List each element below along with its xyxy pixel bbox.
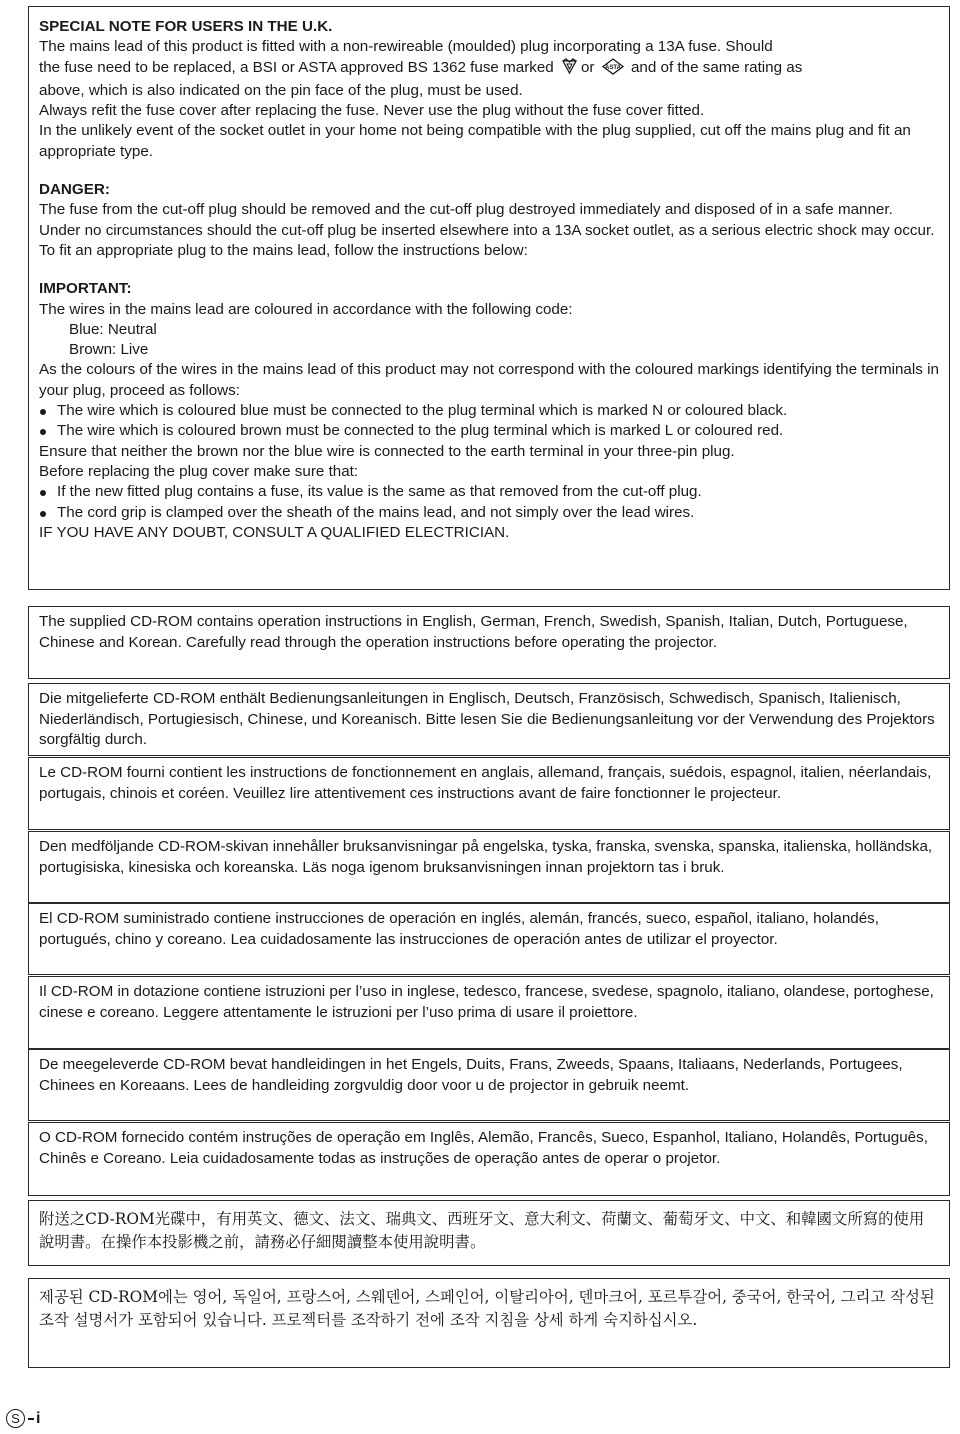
wire-code-brown: Brown: Live: [69, 341, 149, 359]
asta-mark-icon: [602, 58, 624, 81]
cdrom-note-portuguese: O CD-ROM fornecido contém instruções de operação em Inglês, Alemão, Francês, Sueco, Espanhol, Italiano, Holandês, Português, Chinês e Coreano. Leia cuidadosamente todas as instruções de operação antes de operar o projetor.: [28, 1122, 950, 1196]
danger-heading: DANGER:: [39, 181, 110, 199]
uk-para1-line1: The mains lead of this product is fitted with a non-rewireable (moulded) plug incorporating a 13A fuse. Should: [39, 38, 773, 56]
uk-notice-title: SPECIAL NOTE FOR USERS IN THE U.K.: [39, 18, 333, 35]
uk-para3: In the unlikely event of the socket outlet in your home not being compatible with the plug supplied, cut off the mains plug and fit an appropriate type.: [39, 122, 911, 160]
language-badge: S: [6, 1409, 25, 1428]
wire-code-blue: Blue: Neutral: [69, 320, 157, 338]
uk-para1-or: or: [580, 58, 595, 76]
page-dash: [28, 1418, 34, 1420]
bullet-cord-grip: The cord grip is clamped over the sheath of the mains lead, and not simply over the lead wires.: [39, 503, 939, 523]
cdrom-note-french: Le CD-ROM fourni contient les instructions de fonctionnement en anglais, allemand, français, suédois, espagnol, italien, néerlandais, portugais, chinois et coréen. Veuillez lire attentivement ces instructions avant de faire fonctionner le projecteur.: [28, 757, 950, 830]
important-intro: The wires in the mains lead are coloured in accordance with the following code:: [39, 300, 573, 318]
bullet-fuse-value: If the new fitted plug contains a fuse, its value is the same as that removed from the cut-off plug.: [39, 482, 939, 502]
cdrom-note-chinese: 附送之CD-ROM光碟中，有用英文、德文、法文、瑞典文、西班牙文、意大利文、荷蘭文、葡萄牙文、中文、和韓國文所寫的使用說明書。在操作本投影機之前，請務必仔細閱讀整本使用說明書。: [28, 1200, 950, 1266]
important-para3: Ensure that neither the brown nor the blue wire is connected to the earth terminal in your three-pin plug.: [39, 442, 735, 460]
uk-para1-line2: [39, 58, 939, 81]
uk-para1-line3: above, which is also indicated on the pin face of the plug, must be used.: [39, 81, 523, 99]
cdrom-note-swedish: Den medföljande CD-ROM-skivan innehåller bruksanvisningar på engelska, tyska, franska, svenska, spanska, italienska, holländska, portugisiska, kinesiska och koreanska. Läs noga igenom bruksanvisningen innan projektorn tas i bruk.: [28, 831, 950, 903]
important-final: IF YOU HAVE ANY DOUBT, CONSULT A QUALIFIED ELECTRICIAN.: [39, 523, 510, 541]
bullet-brown-wire: The wire which is coloured brown must be connected to the plug terminal which is marked L or coloured red.: [39, 421, 939, 441]
uk-para1-line2b: and of the same rating as: [630, 58, 803, 76]
important-heading: IMPORTANT:: [39, 280, 132, 298]
cdrom-note-korean: 제공된 CD-ROM에는 영어, 독일어, 프랑스어, 스웨덴어, 스페인어, 이탈리아어, 덴마크어, 포르투갈어, 중국어, 한국어, 그리고 작성된 조작 설명서가 포함되어 있습니다. 프로젝터를 조작하기 전에 조작 지침을 상세 하게 숙지하십시오.: [28, 1278, 950, 1368]
bullet-blue-wire: The wire which is coloured blue must be connected to the plug terminal which is marked N or coloured black.: [39, 401, 939, 421]
danger-para2: Under no circumstances should the cut-off plug be inserted elsewhere into a 13A socket outlet, as a serious electric shock may occur.: [39, 221, 935, 239]
svg-text:ASTA: ASTA: [604, 64, 621, 71]
cdrom-note-english: The supplied CD-ROM contains operation instructions in English, German, French, Swedish, Spanish, Italian, Dutch, Portuguese, Chinese and Korean. Carefully read through the operation instructions before operating the projector.: [28, 606, 950, 679]
uk-para1-line2a: the fuse need to be replaced, a BSI or ASTA approved BS 1362 fuse marked: [39, 58, 554, 76]
cdrom-note-spanish: El CD-ROM suministrado contiene instrucciones de operación en inglés, alemán, francés, sueco, español, italiano, holandés, portugués, chino y coreano. Lea cuidadosamente las instrucciones de operación antes de utilizar el proyector.: [28, 903, 950, 975]
important-para2: As the colours of the wires in the mains lead of this product may not correspond with the coloured markings identifying the terminals in your plug, proceed as follows:: [39, 361, 939, 399]
important-para4: Before replacing the plug cover make sure that:: [39, 462, 359, 480]
cdrom-note-dutch: De meegeleverde CD-ROM bevat handleidingen in het Engels, Duits, Frans, Zweeds, Spaans, Italiaans, Nederlands, Portugees, Chinees en Koreaans. Lees de handleiding zorgvuldig door voor u de projector in gebruik neemt.: [28, 1049, 950, 1121]
danger-para1: The fuse from the cut-off plug should be removed and the cut-off plug destroyed immediately and disposed of in a safe manner.: [39, 201, 893, 219]
uk-safety-notice: [28, 6, 950, 590]
cdrom-note-german: Die mitgelieferte CD-ROM enthält Bedienungsanleitungen in Englisch, Deutsch, Französisch, Schwedisch, Spanisch, Italienisch, Niederländisch, Portugiesisch, Chinese, und Koreanisch. Bitte lesen Sie die Bedienungsanleitung vor der Verwendung des Projektors sorgfältig durch.: [28, 683, 950, 756]
page-number: [6, 1409, 40, 1428]
danger-para3: To fit an appropriate plug to the mains lead, follow the instructions below:: [39, 241, 528, 259]
uk-para2: Always refit the fuse cover after replacing the fuse. Never use the plug without the fuse cover fitted.: [39, 102, 705, 120]
bsi-kitemark-icon: [561, 58, 578, 81]
cdrom-note-italian: Il CD-ROM in dotazione contiene istruzioni per l’uso in inglese, tedesco, francese, svedese, spagnolo, italiano, olandese, portoghese, cinese e coreano. Leggere attentamente le istruzioni per l’uso prima di usare il proiettore.: [28, 976, 950, 1049]
page-number-label: i: [36, 1409, 41, 1427]
